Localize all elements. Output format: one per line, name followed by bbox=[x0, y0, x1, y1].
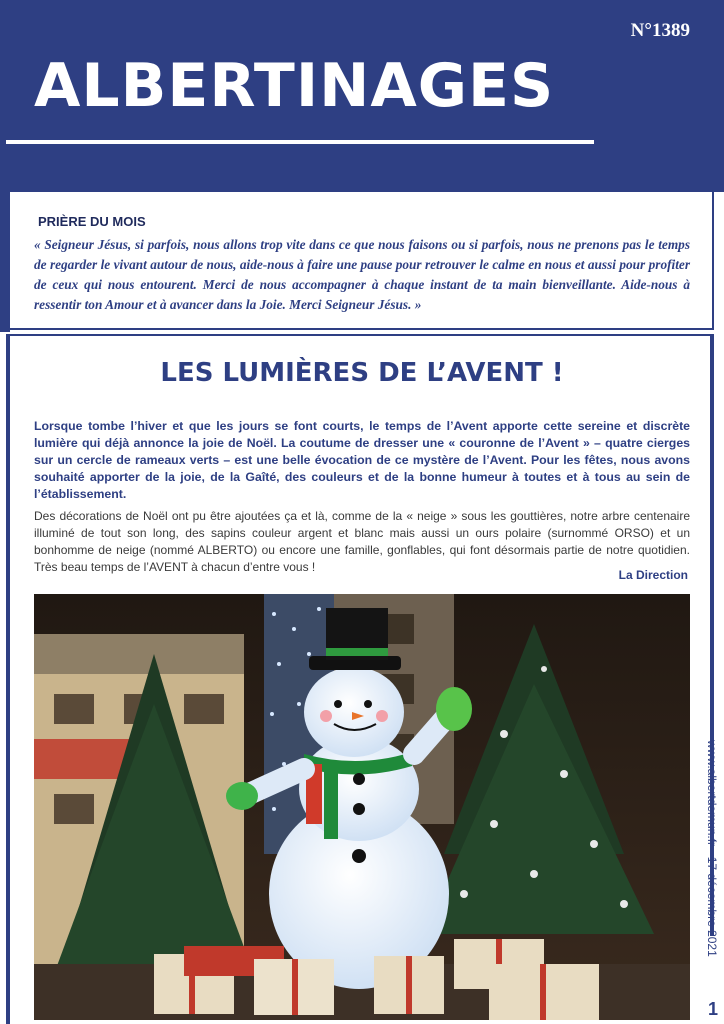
prayer-box bbox=[10, 192, 714, 330]
article-signature: La Direction bbox=[618, 568, 688, 582]
frame-left-border bbox=[6, 336, 10, 1024]
prayer-text: « Seigneur Jésus, si parfois, nous allons trop vite dans ce que nous faisons ou si parfois, nous ne prenons pas le temps de regarder le vivant autour de nous, aide-nous à faire une pause pour retrouver le calme en nous et aussi pour profiter de ceux qui nous entourent. Merci de nous accompagner à chaque instant de ta main bienveillante. Aide-nous à ressentir ton Amour et à avancer dans la Joie. Merci Seigneur Jésus. » bbox=[34, 237, 690, 312]
website-date-sidebar: www.albertdemun.fr - 17 décembre 2021 bbox=[705, 740, 719, 957]
article-body: Des décorations de Noël ont pu être ajoutées ça et là, comme de la « neige » sous les gouttières, notre arbre centenaire illuminé de tout son long, des sapins couleur argent et blanc mais aussi un ours polaire (surnommé ORSO) et un bonhomme de neige (nommé ALBERTO) ou encore une famille, gonflables, qui font désormais partie de notre quotidien. Très beau temps de l’AVENT à chacun d’entre vous ! bbox=[34, 509, 690, 574]
prayer-title: PRIÈRE DU MOIS bbox=[38, 214, 146, 229]
snowman-photo bbox=[34, 594, 690, 1020]
frame-top-border bbox=[6, 334, 714, 336]
masthead bbox=[0, 0, 724, 192]
left-rail bbox=[0, 192, 10, 332]
page-number: 1 bbox=[707, 999, 718, 1019]
article-lede: Lorsque tombe l’hiver et que les jours se font courts, le temps de l’Avent apporte cette sereine et discrète lumière qui déjà annonce la joie de Noël. La coutume de dresser une « couronne de l’Avent » – quatre cierges sur un cercle de rameaux verts – est une belle évocation de ce mystère de l’Avent. Pour les fêtes, nous avons souhaité apporter de la joie, de la Gaîté, des couleurs et de la bonne humeur à toutes et à tous au sein de l’établissement. bbox=[34, 419, 690, 501]
title-underline bbox=[6, 140, 594, 144]
newsletter-title: ALBERTINAGES bbox=[34, 51, 555, 121]
issue-number: N°1389 bbox=[630, 20, 690, 41]
article-headline: LES LUMIÈRES DE L’AVENT ! bbox=[160, 358, 564, 388]
